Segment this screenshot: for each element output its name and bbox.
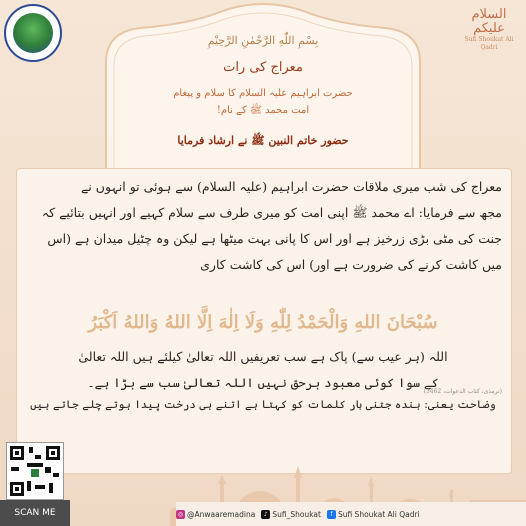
hadith-heading: حضور خاتم النبین ﷺ نے ارشاد فرمایا bbox=[177, 134, 349, 147]
tiktok-icon: ♪ bbox=[261, 510, 270, 519]
madina-logo bbox=[4, 4, 62, 62]
footer-item-instagram[interactable] bbox=[176, 510, 255, 519]
bismillah: بِسْمِ اللّٰهِ الرَّحْمٰنِ الرَّحِيْمِ bbox=[207, 34, 319, 47]
body-line: معراج کی شب میری ملاقات حضرت ابراہیم (علیہ السلام) سے ہوئی تو انہوں نے bbox=[81, 179, 502, 194]
salam-logo-text: السلام علیکم bbox=[471, 7, 507, 36]
reference: (ترمذی، کتاب الدعوات، 3462) bbox=[423, 388, 502, 395]
qr-code[interactable] bbox=[6, 442, 64, 500]
subtitle-line-2: امت محمد ﷺ کے نام! bbox=[216, 105, 310, 116]
tiktok-handle: Sufi_Shoukat bbox=[272, 509, 321, 519]
body-line: مجھ سے فرمایا: اے محمد ﷺ اپنی امت کو میری طرف سے سلام کہیے اور انہیں بتائیے کہ bbox=[41, 205, 502, 220]
salam-logo bbox=[458, 8, 520, 52]
body-line: میں کاشت کرنے کی ضرورت ہے اور) اس کی کاشت کاری bbox=[200, 257, 502, 272]
instagram-handle: @Anwaaremadina bbox=[187, 509, 256, 519]
facebook-icon: f bbox=[327, 510, 336, 519]
arabic-tasbeeh: سُبْحَانَ اللهِ وَالْحَمْدُ لِلّٰهِ وَلَا اِلٰهَ اِلَّا اللهُ وَاللهُ اَكْبَرُ bbox=[88, 312, 438, 333]
footer-item-facebook[interactable] bbox=[327, 510, 420, 519]
body-line: جنت کی مٹی بڑی زرخیز ہے اور اس کا پانی بہت میٹھا ہے لیکن وہ چٹیل میدان ہے (اس bbox=[47, 231, 502, 246]
social-footer bbox=[176, 502, 526, 526]
subtitle-line-1: حضرت ابراہیم علیہ السلام کا سلام و پیغام bbox=[173, 88, 353, 99]
salam-logo-subtitle: Sufi Shoukat Ali Qadri bbox=[464, 36, 514, 51]
page-title: معراج کی رات bbox=[223, 60, 303, 75]
footer-item-tiktok[interactable] bbox=[261, 510, 321, 519]
translation-line: اللہ (ہر عیب سے) پاک ہے سب تعریفیں اللہ تعالیٰ کیلئے ہیں اللہ تعالیٰ bbox=[78, 349, 448, 364]
translation-line: کے سوا کوئی معبود برحق نہیں اللہ تعالیٰ سب سے بڑا ہے۔ bbox=[87, 375, 439, 390]
scan-me-label: SCAN ME bbox=[0, 500, 70, 526]
explanation-note: وضاحت یعنی: بندہ جتنی بار کلمات کو کہتا ہے اتنے ہی درخت پیدا ہوتے چلے جاتے ہیں bbox=[30, 398, 496, 411]
instagram-icon: ◎ bbox=[177, 510, 184, 518]
hadith-body bbox=[24, 174, 502, 278]
facebook-handle: Sufi Shoukat Ali Qadri bbox=[337, 509, 420, 519]
